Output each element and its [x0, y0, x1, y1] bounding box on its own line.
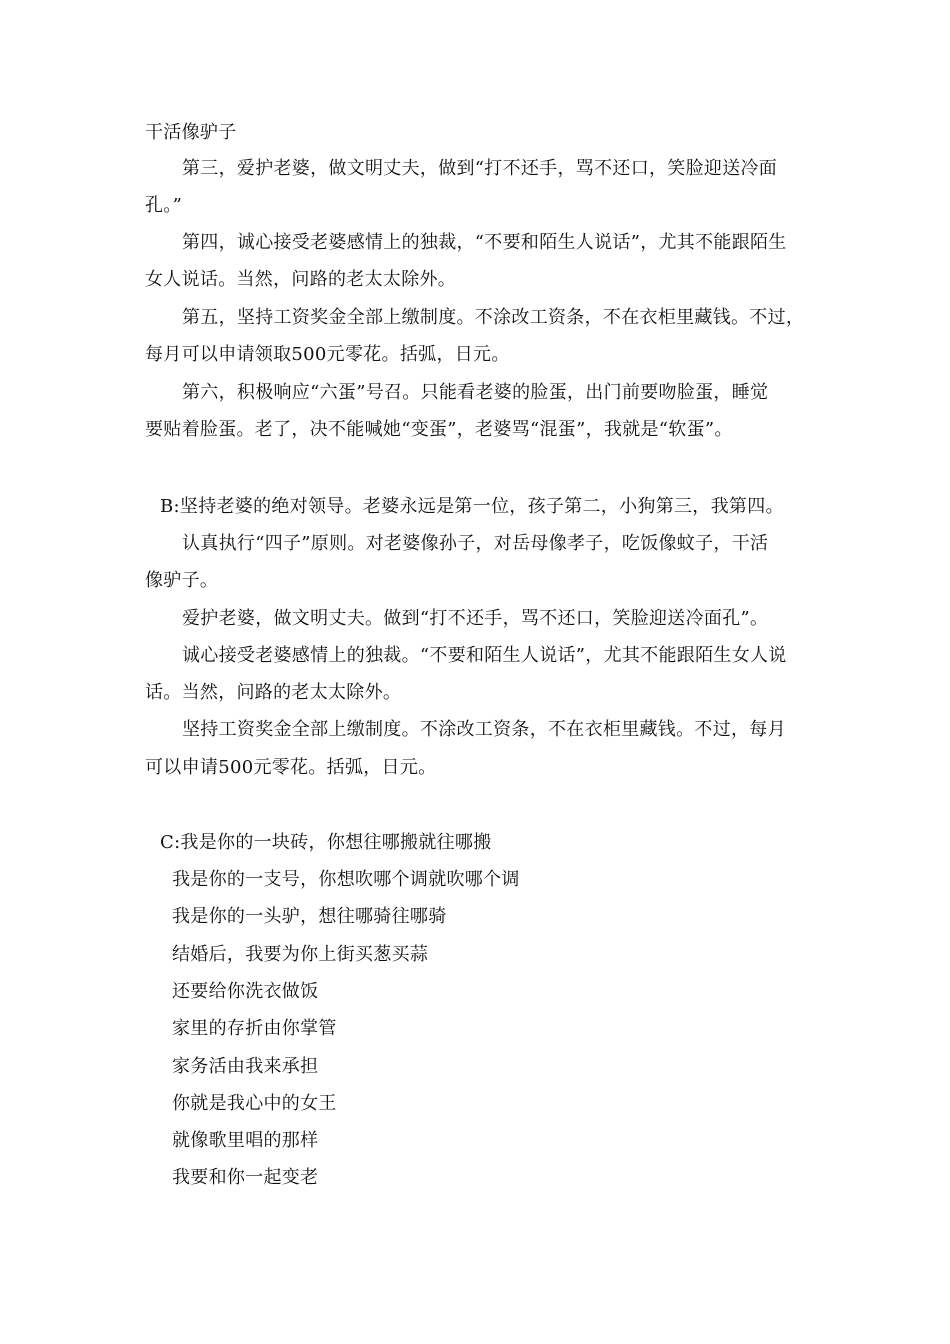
paragraph-line: 第三，爱护老婆，做文明丈夫，做到“打不还手，骂不还口，笑脸迎送冷面: [182, 158, 778, 179]
verse-line: 你就是我心中的女王: [172, 1093, 337, 1114]
paragraph-line: 每月可以申请领取500元零花。括弧，日元。: [145, 344, 510, 365]
verse-line: 还要给你洗衣做饭: [172, 981, 319, 1002]
verse-line: 结婚后，我要为你上街买葱买蒜: [172, 944, 429, 965]
paragraph-line: 坚持工资奖金全部上缴制度。不涂改工资条，不在衣柜里藏钱。不过，每月: [182, 719, 786, 740]
verse-line: 家里的存折由你掌管: [172, 1018, 337, 1039]
verse-line: 家务活由我来承担: [172, 1056, 319, 1077]
paragraph-line: 爱护老婆，做文明丈夫。做到“打不还手，骂不还口，笑脸迎送冷面孔”。: [182, 608, 769, 629]
paragraph-line: 可以申请500元零花。括弧，日元。: [145, 757, 437, 778]
paragraph-line: 女人说话。当然，问路的老太太除外。: [145, 269, 457, 290]
paragraph-line: 认真执行“四子”原则。对老婆像孙子，对岳母像孝子，吃饭像蚊子，干活: [182, 533, 769, 554]
paragraph-line: 诚心接受老婆感情上的独裁。“不要和陌生人说话”，尤其不能跟陌生女人说: [182, 645, 787, 666]
paragraph-line: 要贴着脸蛋。老了，决不能喊她“变蛋”，老婆骂“混蛋”，我就是“软蛋”。: [145, 419, 733, 440]
verse-line: 我是你的一支号，你想吹哪个调就吹哪个调: [172, 869, 520, 890]
paragraph-line: 第五，坚持工资奖金全部上缴制度。不涂改工资条，不在衣柜里藏钱。不过，: [182, 307, 805, 328]
section-c-heading: C:我是你的一块砖，你想往哪搬就往哪搬: [160, 832, 492, 853]
paragraph-line: 第四，诚心接受老婆感情上的独裁，“不要和陌生人说话”，尤其不能跟陌生: [182, 232, 787, 253]
section-b-heading: B:坚持老婆的绝对领导。老婆永远是第一位，孩子第二，小狗第三，我第四。: [160, 496, 784, 517]
paragraph-line: 孔。”: [145, 195, 183, 216]
paragraph-line: 第六，积极响应“六蛋”号召。只能看老婆的脸蛋，出门前要吻脸蛋，睡觉: [182, 382, 769, 403]
paragraph-line: 像驴子。: [145, 570, 219, 591]
paragraph-line: 话。当然，问路的老太太除外。: [145, 682, 402, 703]
paragraph-line: 干活像驴子: [145, 122, 237, 143]
verse-line: 我是你的一头驴，想往哪骑往哪骑: [172, 906, 447, 927]
verse-line: 我要和你一起变老: [172, 1167, 319, 1188]
verse-line: 就像歌里唱的那样: [172, 1130, 319, 1151]
